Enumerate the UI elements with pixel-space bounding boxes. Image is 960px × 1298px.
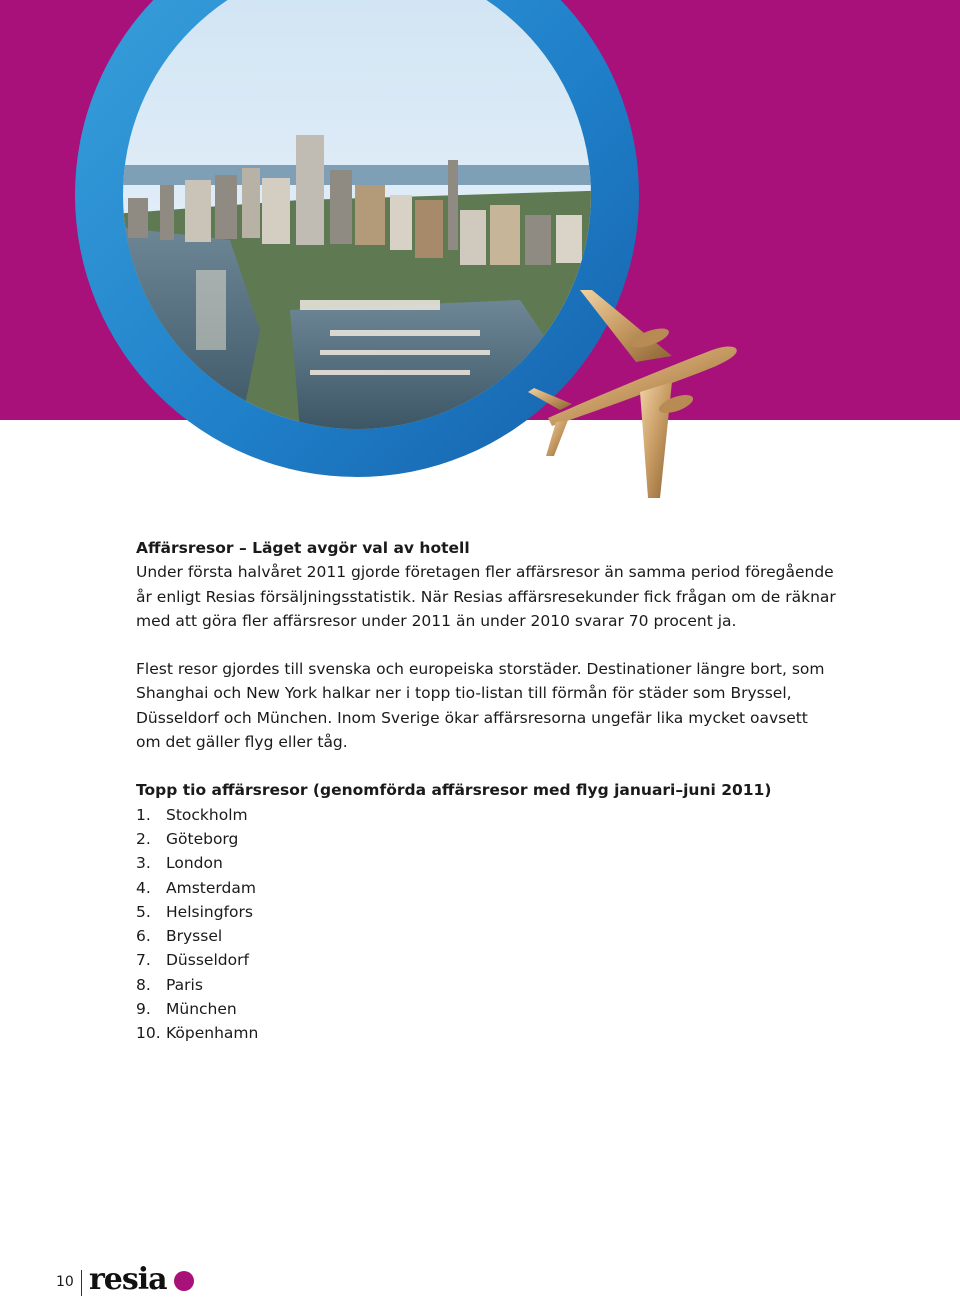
article-paragraph-1: Under första halvåret 2011 gjorde företagen fler affärsresor än samma period föregående år enligt Resias försäljningsstatistik. När Resias affärsresekunder fick frågan om de räknar med att göra fler affärsresor under 2011 än under 2010 svarar 70 procent ja. — [136, 563, 836, 630]
list-item-city: Düsseldorf — [166, 951, 249, 970]
brand-dot-icon — [174, 1271, 194, 1291]
list-item-number: 9. — [136, 1000, 151, 1019]
list-item — [136, 997, 836, 1021]
footer-divider — [81, 1270, 82, 1296]
article-heading: Affärsresor – Läget avgör val av hotell — [136, 539, 470, 557]
list-item-city: Stockholm — [166, 805, 248, 824]
list-item-number: 8. — [136, 975, 151, 994]
list-item-city: Göteborg — [166, 829, 239, 848]
list-item — [136, 973, 836, 997]
list-item — [136, 900, 836, 924]
list-item-city: London — [166, 854, 223, 873]
list-item-number: 2. — [136, 829, 151, 848]
top-list-title: Topp tio affärsresor (genomförda affärsresor med flyg januari–juni 2011) — [136, 781, 772, 800]
list-item-city: Helsingfors — [166, 902, 253, 921]
list-item-number: 6. — [136, 927, 151, 946]
page-footer — [56, 1262, 256, 1298]
list-item — [136, 876, 836, 900]
brand-logo-text: resia — [89, 1262, 167, 1297]
top-list — [136, 803, 836, 1046]
list-item-number: 4. — [136, 878, 151, 897]
list-item-city: Köpenhamn — [166, 1024, 259, 1043]
list-item — [136, 924, 836, 948]
list-item-city: Paris — [166, 975, 203, 994]
list-item — [136, 948, 836, 972]
list-item — [136, 827, 836, 851]
article-paragraph-2: Flest resor gjordes till svenska och europeiska storstäder. Destinationer längre bort, som Shanghai och New York halkar ner i topp tio-listan till förmån för städer som Bryssel, Düsseldorf och München. Inom Sverige ökar affärsresorna ungefär lika mycket oavsett om det gäller flyg eller tåg. — [136, 660, 825, 752]
list-item-number: 7. — [136, 951, 151, 970]
list-item — [136, 1021, 836, 1045]
list-item-city: München — [166, 1000, 237, 1019]
list-item-number: 5. — [136, 902, 151, 921]
page-number: 10 — [56, 1274, 74, 1290]
list-item-number: 1. — [136, 805, 151, 824]
list-item-city: Amsterdam — [166, 878, 256, 897]
list-item-number: 10. — [136, 1024, 161, 1043]
list-item-city: Bryssel — [166, 927, 223, 946]
article — [136, 536, 836, 1046]
list-item — [136, 803, 836, 827]
list-item-number: 3. — [136, 854, 151, 873]
list-item — [136, 851, 836, 875]
hero-illustration — [0, 0, 960, 520]
